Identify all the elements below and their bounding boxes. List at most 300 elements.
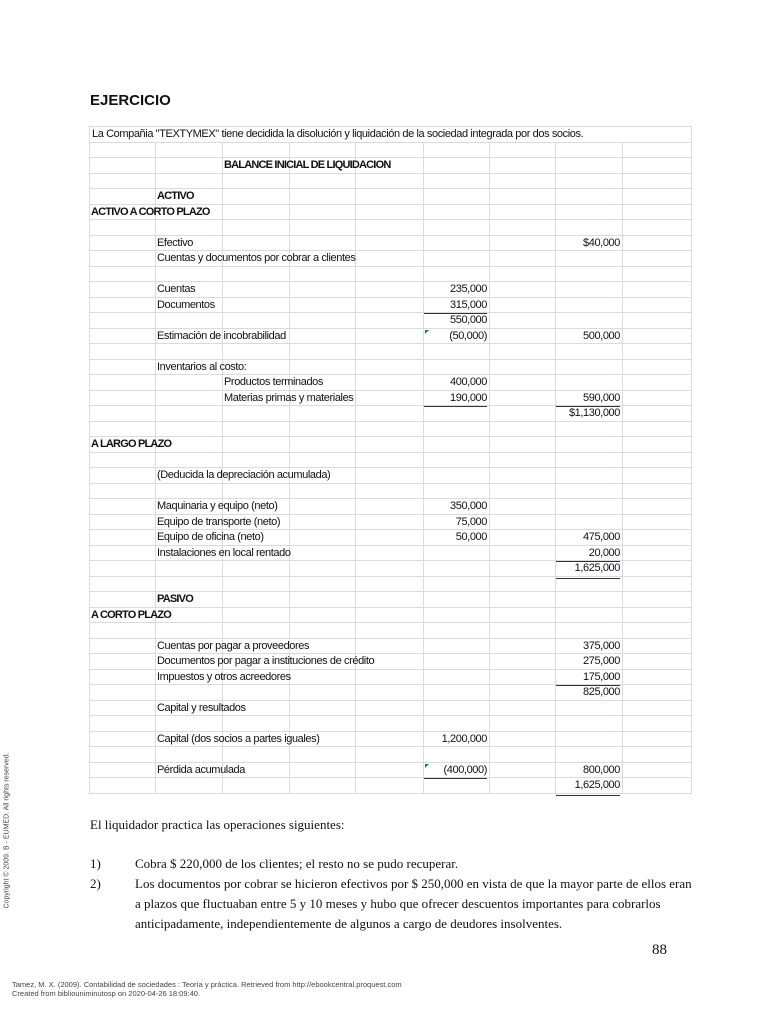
grid-line [622, 716, 623, 731]
table-row [89, 173, 692, 189]
grid-line [622, 267, 623, 282]
grid-line [622, 670, 623, 685]
grid-line [489, 437, 490, 452]
operation-number: 2) [90, 876, 101, 891]
grid-line [289, 267, 290, 282]
grid-line [89, 251, 90, 266]
grid-line [222, 778, 223, 793]
grid-line [423, 716, 424, 731]
grid-line [89, 592, 90, 607]
grid-line [622, 189, 623, 204]
grid-line [691, 701, 692, 716]
grid-line [222, 685, 223, 700]
grid-line [289, 143, 290, 158]
grid-line [222, 716, 223, 731]
grid-line [555, 499, 556, 514]
grid-line [622, 360, 623, 375]
table-row [89, 204, 692, 220]
grid-line [222, 375, 223, 390]
table-row [89, 653, 692, 669]
total-value: 1,625,000 [556, 561, 620, 579]
grid-line [622, 701, 623, 716]
table-row [89, 250, 692, 266]
grid-line [355, 391, 356, 406]
grid-line [691, 174, 692, 189]
grid-line [355, 701, 356, 716]
grid-line [289, 608, 290, 623]
grid-line [622, 220, 623, 235]
table-row [89, 622, 692, 638]
table-row [89, 266, 692, 282]
grid-line [555, 158, 556, 173]
grid-line [89, 143, 90, 158]
grid-line [289, 577, 290, 592]
grid-line [691, 530, 692, 545]
grid-line [423, 468, 424, 483]
grid-line [289, 763, 290, 778]
page-number: 88 [652, 942, 667, 958]
total-value: 475,000 [583, 531, 620, 543]
grid-line [555, 298, 556, 313]
grid-line [489, 515, 490, 530]
grid-line [89, 189, 90, 204]
grid-line [155, 747, 156, 762]
grid-line [691, 329, 692, 344]
grid-line [89, 298, 90, 313]
grid-line [89, 701, 90, 716]
grid-line [691, 608, 692, 623]
grid-line [691, 763, 692, 778]
grid-line [423, 236, 424, 251]
subtotal-value: (400,000) [424, 763, 487, 779]
grid-line [622, 174, 623, 189]
grid-line [489, 329, 490, 344]
grid-line [289, 747, 290, 762]
grid-line [489, 561, 490, 576]
grid-line [222, 391, 223, 406]
grid-line [555, 468, 556, 483]
grid-line [222, 143, 223, 158]
grid-line [489, 189, 490, 204]
grid-line [89, 546, 90, 561]
grid-line [555, 577, 556, 592]
grid-line [155, 654, 156, 669]
grid-line [89, 468, 90, 483]
grid-line [89, 747, 90, 762]
grid-line [89, 422, 90, 437]
row-label: PASIVO [157, 593, 193, 605]
grid-line [489, 313, 490, 328]
grid-line [691, 654, 692, 669]
total-value: $1,130,000 [568, 407, 620, 419]
grid-line [622, 778, 623, 793]
grid-line [691, 437, 692, 452]
grid-line [89, 484, 90, 499]
grid-line [622, 623, 623, 638]
grid-line [555, 360, 556, 375]
grid-line [355, 174, 356, 189]
grid-line [355, 298, 356, 313]
grid-line [555, 143, 556, 158]
grid-line [423, 158, 424, 173]
grid-line [355, 360, 356, 375]
row-label: Estimación de incobrabilidad [157, 329, 286, 342]
grid-line [622, 747, 623, 762]
table-row [89, 312, 692, 328]
grid-line [691, 732, 692, 747]
grid-line [423, 205, 424, 220]
grid-line [355, 608, 356, 623]
grid-line [691, 298, 692, 313]
subtotal-value: 315,000 [424, 298, 487, 314]
grid-line [289, 685, 290, 700]
table-row [89, 390, 692, 406]
table-row [89, 731, 692, 747]
table-row [89, 777, 692, 793]
row-label: Instalaciones en local rentado [157, 546, 291, 559]
grid-line [222, 220, 223, 235]
grid-line [355, 189, 356, 204]
grid-line [89, 623, 90, 638]
grid-line [489, 158, 490, 173]
grid-line [289, 701, 290, 716]
grid-line [89, 158, 90, 173]
row-label: A CORTO PLAZO [91, 608, 172, 621]
row-label: ACTIVO [157, 190, 194, 202]
table-row [89, 188, 692, 204]
subtotal-value: 190,000 [424, 391, 487, 407]
subtotal-value: 235,000 [450, 283, 487, 295]
row-label: Cuentas por pagar a proveedores [157, 639, 310, 652]
total-value: 825,000 [583, 686, 620, 698]
grid-line [423, 561, 424, 576]
grid-line [489, 422, 490, 437]
grid-line [289, 344, 290, 359]
grid-line [89, 732, 90, 747]
grid-line [155, 623, 156, 638]
grid-line [155, 484, 156, 499]
cell-comment-flag-icon [425, 764, 429, 768]
grid-line [489, 623, 490, 638]
grid-line [622, 282, 623, 297]
grid-line [89, 205, 90, 220]
grid-line [155, 763, 156, 778]
grid-line [622, 298, 623, 313]
grid-line [289, 422, 290, 437]
grid-line [691, 422, 692, 437]
grid-line [89, 329, 90, 344]
grid-line [155, 639, 156, 654]
grid-line [691, 406, 692, 421]
grid-line [155, 143, 156, 158]
grid-line [155, 282, 156, 297]
table-intro-row [89, 126, 692, 142]
grid-line [622, 422, 623, 437]
grid-line [89, 499, 90, 514]
grid-line [489, 732, 490, 747]
operation-text: Cobra $ 220,000 de los clientes; el resto no se pudo recuperar. [135, 856, 459, 871]
table-row [89, 467, 692, 483]
grid-line [222, 189, 223, 204]
grid-line [691, 143, 692, 158]
grid-line [423, 639, 424, 654]
grid-line [423, 174, 424, 189]
table-row [89, 281, 692, 297]
grid-line [691, 515, 692, 530]
grid-line [423, 747, 424, 762]
grid-line [155, 391, 156, 406]
grid-line [691, 236, 692, 251]
row-label: Cuentas y documentos por cobrar a clientes [157, 252, 356, 264]
grid-line [691, 189, 692, 204]
grid-line [355, 453, 356, 468]
grid-line [555, 422, 556, 437]
grid-line [489, 546, 490, 561]
grid-line [355, 313, 356, 328]
grid-line [222, 453, 223, 468]
table-row [89, 421, 692, 437]
total-value: 500,000 [583, 329, 620, 342]
grid-line [222, 298, 223, 313]
table-row [89, 297, 692, 313]
grid-line [489, 251, 490, 266]
grid-line [155, 158, 156, 173]
grid-line [289, 236, 290, 251]
grid-line [155, 220, 156, 235]
intro-text: La Compañia "TEXTYMEX" tiene decidida la disolución y liquidación de la sociedad integrada por dos socios. [92, 128, 584, 140]
grid-line [489, 716, 490, 731]
grid-line [355, 437, 356, 452]
grid-line [355, 205, 356, 220]
grid-line [289, 220, 290, 235]
grid-line [423, 220, 424, 235]
grid-line [355, 623, 356, 638]
grid-line [289, 499, 290, 514]
grid-line [489, 267, 490, 282]
grid-line [155, 546, 156, 561]
grid-line [489, 375, 490, 390]
grid-line [289, 189, 290, 204]
grid-line [691, 685, 692, 700]
table-row [89, 545, 692, 561]
grid-line [222, 561, 223, 576]
grid-line [355, 716, 356, 731]
row-label: Equipo de transporte (neto) [157, 515, 281, 528]
table-row [89, 560, 692, 576]
grid-line [89, 515, 90, 530]
grid-line [622, 437, 623, 452]
grid-line [289, 623, 290, 638]
row-label: Documentos por pagar a instituciones de crédito [157, 655, 375, 667]
grid-line [555, 282, 556, 297]
grid-line [423, 592, 424, 607]
grid-line [89, 313, 90, 328]
grid-line [691, 251, 692, 266]
grid-line [355, 592, 356, 607]
grid-line [289, 561, 290, 576]
table-row [89, 157, 692, 173]
grid-line [355, 267, 356, 282]
grid-line [622, 344, 623, 359]
grid-line [622, 515, 623, 530]
grid-line [222, 313, 223, 328]
grid-line [222, 174, 223, 189]
grid-line [555, 623, 556, 638]
row-label: Pérdida acumulada [157, 763, 245, 776]
grid-line [555, 313, 556, 328]
grid-line [622, 329, 623, 344]
grid-line [89, 437, 90, 452]
grid-line [155, 375, 156, 390]
footer-line-1: Tamez, M. X. (2009). Contabilidad de sociedades : Teoría y práctica. Retrieved from http://ebookcentral.proquest.com [12, 980, 402, 989]
grid-line [489, 174, 490, 189]
grid-line [423, 778, 424, 793]
grid-line [222, 484, 223, 499]
grid-line [489, 205, 490, 220]
grid-line [289, 205, 290, 220]
grid-line [555, 484, 556, 499]
row-label: Capital (dos socios a partes iguales) [157, 732, 320, 745]
grid-line [423, 406, 424, 421]
subtotal-value: 400,000 [450, 376, 487, 388]
table-bottom-border [89, 793, 692, 794]
grid-line [622, 236, 623, 251]
subtotal-value: 50,000 [455, 531, 487, 543]
grid-line [691, 561, 692, 576]
grid-line [622, 530, 623, 545]
grid-line [89, 453, 90, 468]
grid-line [289, 515, 290, 530]
grid-line [155, 251, 156, 266]
table-row [89, 343, 692, 359]
grid-line [489, 577, 490, 592]
grid-line [423, 344, 424, 359]
grid-line [89, 344, 90, 359]
grid-line [355, 515, 356, 530]
grid-line [489, 685, 490, 700]
grid-line [489, 143, 490, 158]
grid-line [691, 158, 692, 173]
grid-line [691, 468, 692, 483]
grid-line [489, 654, 490, 669]
grid-line [222, 267, 223, 282]
grid-line [622, 499, 623, 514]
grid-line [155, 577, 156, 592]
table-row [89, 359, 692, 375]
table-row [89, 452, 692, 468]
grid-line [289, 298, 290, 313]
subtotal-value: 350,000 [450, 500, 487, 512]
grid-line [355, 530, 356, 545]
grid-line [691, 391, 692, 406]
grid-line [89, 360, 90, 375]
footer-citation [12, 980, 402, 998]
grid-line [355, 220, 356, 235]
grid-line [691, 282, 692, 297]
grid-line [555, 732, 556, 747]
grid-line [89, 577, 90, 592]
subtotal-value: (50,000) [449, 329, 487, 342]
grid-line [622, 763, 623, 778]
grid-line [89, 391, 90, 406]
grid-line [155, 189, 156, 204]
grid-line [423, 437, 424, 452]
grid-line [289, 360, 290, 375]
total-value: $40,000 [583, 236, 620, 249]
grid-line [622, 406, 623, 421]
table-row [89, 715, 692, 731]
row-label: A LARGO PLAZO [91, 438, 172, 450]
grid-line [222, 437, 223, 452]
table-row [89, 638, 692, 654]
row-label: Maquinaria y equipo (neto) [157, 500, 278, 512]
grid-line [89, 716, 90, 731]
table-row [89, 514, 692, 530]
grid-line [423, 546, 424, 561]
grid-line [489, 530, 490, 545]
total-value: 1,625,000 [556, 778, 620, 796]
grid-line [622, 639, 623, 654]
grid-line [89, 282, 90, 297]
grid-line [155, 406, 156, 421]
grid-line [622, 468, 623, 483]
row-label: Productos terminados [224, 376, 323, 388]
grid-line [355, 484, 356, 499]
grid-line [355, 236, 356, 251]
operation-number: 1) [90, 856, 101, 871]
grid-line [222, 422, 223, 437]
grid-line [289, 716, 290, 731]
grid-line [423, 267, 424, 282]
grid-line [355, 406, 356, 421]
grid-line [423, 670, 424, 685]
grid-line [691, 453, 692, 468]
grid-line [489, 468, 490, 483]
grid-line [155, 499, 156, 514]
grid-line [155, 685, 156, 700]
grid-line [555, 344, 556, 359]
grid-line [423, 701, 424, 716]
grid-line [155, 422, 156, 437]
grid-line [155, 670, 156, 685]
row-label: Cuentas [157, 283, 196, 295]
operation-text: Los documentos por cobrar se hicieron efectivos por $ 250,000 en vista de que la mayor parte de ellos eran a plazos que fluctuaban entre 5 y 10 meses y hubo que ofrecer descuentos importantes para cobrarlos anticipadamente, independientemente de algunos a cargo de deudores insolventes. [135, 876, 692, 931]
grid-line [622, 375, 623, 390]
grid-line [222, 236, 223, 251]
grid-line [555, 453, 556, 468]
table-row [89, 142, 692, 158]
total-value: 590,000 [556, 391, 620, 407]
balance-sheet-table [89, 126, 692, 793]
grid-line [155, 592, 156, 607]
side-copyright: Copyright © 2009. B - EUMED. All rights reserved. [3, 752, 11, 909]
grid-line [289, 313, 290, 328]
grid-line [555, 701, 556, 716]
grid-line [691, 344, 692, 359]
table-row [89, 684, 692, 700]
grid-line [423, 577, 424, 592]
grid-line [289, 406, 290, 421]
grid-line [691, 220, 692, 235]
grid-line [89, 530, 90, 545]
grid-line [222, 205, 223, 220]
grid-line [691, 747, 692, 762]
grid-line [622, 546, 623, 561]
row-label: Efectivo [157, 236, 193, 249]
grid-line [89, 763, 90, 778]
table-row [89, 374, 692, 390]
grid-line [555, 747, 556, 762]
